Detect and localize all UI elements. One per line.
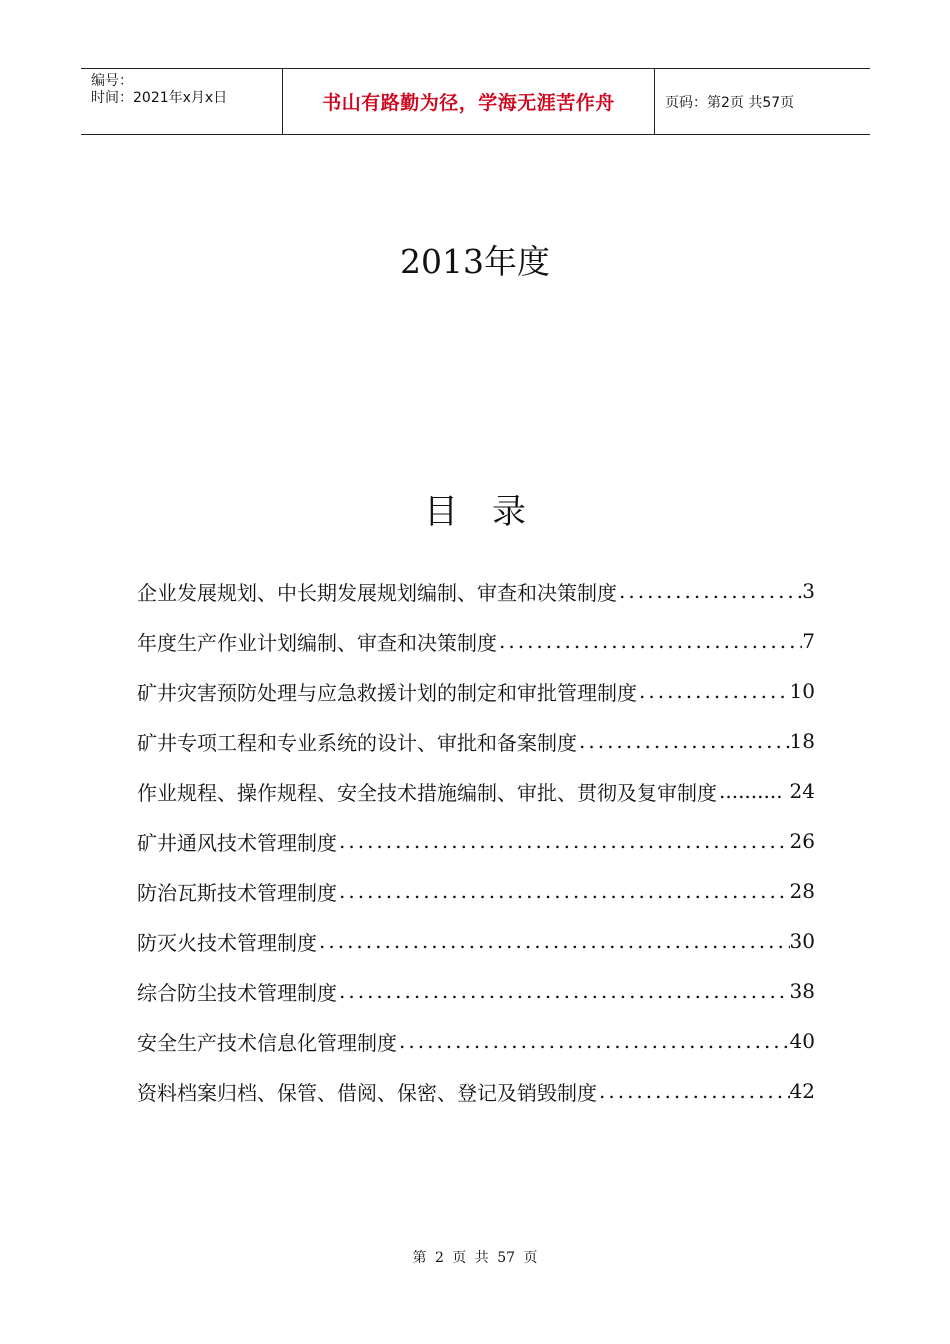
toc-entry-title: 防治瓦斯技术管理制度	[137, 880, 337, 905]
toc-entry[interactable]	[137, 716, 815, 766]
toc-entry-title: 矿井专项工程和专业系统的设计、审批和备案制度	[137, 730, 577, 755]
toc-leader	[597, 1079, 790, 1103]
toc-entry-title: 年度生产作业计划编制、审查和决策制度	[137, 630, 497, 655]
toc-entry[interactable]	[137, 766, 815, 816]
table-of-contents	[137, 566, 815, 1116]
doc-time-label: 时间：2021年x月x日	[91, 90, 228, 106]
toc-leader	[717, 779, 784, 803]
header-page-info: 页码：第2页 共57页	[665, 94, 795, 111]
toc-entry[interactable]	[137, 666, 815, 716]
toc-entry-page: 18	[789, 729, 815, 753]
toc-entry-page: 38	[789, 979, 815, 1003]
toc-leader	[497, 629, 802, 653]
toc-leader	[337, 979, 790, 1003]
toc-entry-title: 矿井通风技术管理制度	[137, 830, 337, 855]
toc-entry[interactable]	[137, 966, 815, 1016]
toc-entry-page: 7	[802, 629, 815, 653]
page-header	[81, 68, 870, 135]
toc-entry-page: 42	[789, 1079, 815, 1103]
year-title: 2013年度	[400, 242, 550, 281]
toc-leader	[577, 729, 790, 753]
toc-entry[interactable]	[137, 1016, 815, 1066]
doc-number-label: 编号：	[91, 73, 133, 89]
toc-entry[interactable]	[137, 916, 815, 966]
toc-entry-page: 24	[789, 779, 815, 803]
toc-heading: 目录	[424, 492, 560, 532]
toc-entry-page: 30	[789, 929, 815, 953]
toc-entry[interactable]	[137, 616, 815, 666]
toc-entry-page: 10	[789, 679, 815, 703]
toc-leader	[317, 929, 790, 953]
toc-entry[interactable]	[137, 866, 815, 916]
header-meta	[81, 69, 283, 134]
toc-leader	[637, 679, 790, 703]
toc-entry-page: 28	[789, 879, 815, 903]
toc-entry-page: 40	[789, 1029, 815, 1053]
toc-entry-title: 矿井灾害预防处理与应急救援计划的制定和审批管理制度	[137, 680, 637, 705]
toc-entry-title: 企业发展规划、中长期发展规划编制、审查和决策制度	[137, 580, 617, 605]
page-footer: 第 2 页 共 57 页	[412, 1250, 538, 1266]
toc-entry-title: 防灭火技术管理制度	[137, 930, 317, 955]
toc-entry-title: 综合防尘技术管理制度	[137, 980, 337, 1005]
toc-entry-title: 作业规程、操作规程、安全技术措施编制、审批、贯彻及复审制度	[137, 780, 717, 805]
toc-leader	[617, 579, 802, 603]
toc-leader	[337, 879, 790, 903]
toc-entry-page: 26	[789, 829, 815, 853]
toc-entry[interactable]	[137, 816, 815, 866]
toc-leader	[397, 1029, 790, 1053]
toc-entry[interactable]	[137, 1066, 815, 1116]
toc-entry-title: 安全生产技术信息化管理制度	[137, 1030, 397, 1055]
toc-entry[interactable]	[137, 566, 815, 616]
header-motto: 书山有路勤为径，学海无涯苦作舟	[283, 69, 655, 134]
toc-entry-page: 3	[802, 579, 815, 603]
toc-leader	[337, 829, 790, 853]
toc-entry-title: 资料档案归档、保管、借阅、保密、登记及销毁制度	[137, 1080, 597, 1105]
